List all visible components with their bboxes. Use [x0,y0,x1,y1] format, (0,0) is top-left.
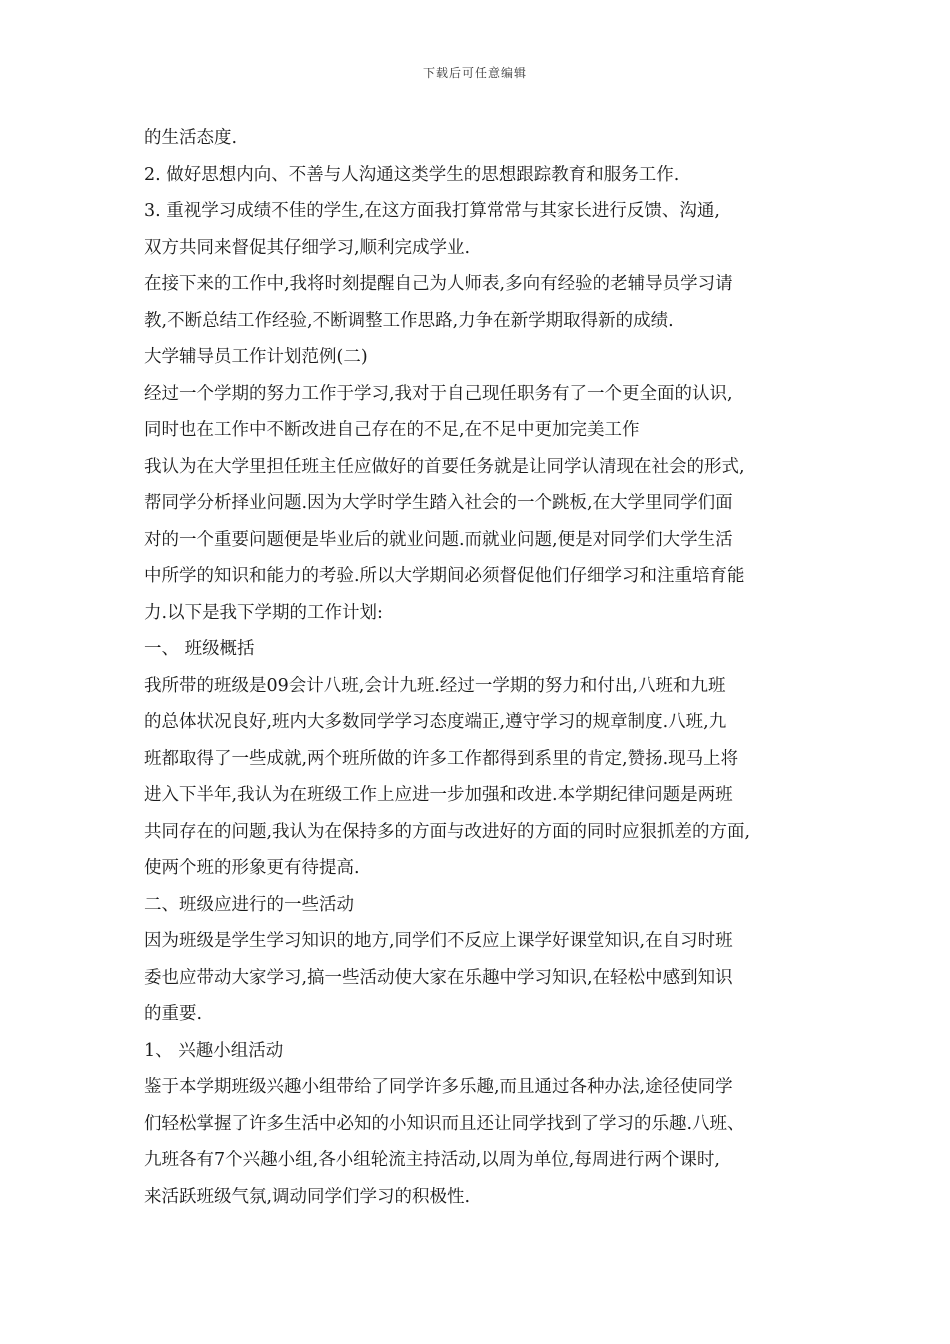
text-line: 九班各有7个兴趣小组,各小组轮流主持活动,以周为单位,每周进行两个课时, [144,1150,720,1170]
text-line: 教,不断总结工作经验,不断调整工作思路,力争在新学期取得新的成绩. [144,310,674,331]
text-line: 中所学的知识和能力的考验.所以大学期间必须督促他们仔细学习和注重培育能 [144,566,745,586]
section-heading: 一、 班级概括 [144,639,255,659]
text-line: 使两个班的形象更有待提高. [144,858,360,878]
text-line: 班都取得了一些成就,两个班所做的许多工作都得到系里的肯定,赞扬.现马上将 [144,748,739,769]
text-line: 经过一个学期的努力工作于学习,我对于自己现任职务有了一个更全面的认识, [144,383,733,404]
text-line: 来活跃班级气氛,调动同学们学习的积极性. [144,1186,471,1207]
text-line: 的总体状况良好,班内大多数同学学习态度端正,遵守学习的规章制度.八班,九 [144,712,727,732]
text-line: 共同存在的问题,我认为在保持多的方面与改进好的方面的同时应狠抓差的方面, [144,821,751,842]
text-line: 同时也在工作中不断改进自己存在的不足,在不足中更加完美工作 [144,420,640,440]
text-line: 的生活态度. [144,128,238,148]
document-body [144,120,824,1215]
page-header: 下载后可任意编辑 [422,66,527,80]
text-line: 在接下来的工作中,我将时刻提醒自己为人师表,多向有经验的老辅导员学习请 [144,274,733,294]
text-line: 我认为在大学里担任班主任应做好的首要任务就是让同学认清现在社会的形式, [144,456,745,477]
subsection-heading: 1、 兴趣小组活动 [144,1040,284,1061]
text-line: 因为班级是学生学习知识的地方,同学们不反应上课学好课堂知识,在自习时班 [144,931,733,951]
text-line: 我所带的班级是09会计八班,会计九班.经过一学期的努力和付出,八班和九班 [144,675,726,696]
text-line: 的重要. [144,1004,203,1024]
section-heading: 二、班级应进行的一些活动 [144,894,354,915]
text-line: 进入下半年,我认为在班级工作上应进一步加强和改进.本学期纪律问题是两班 [144,785,733,805]
text-line: 双方共同来督促其仔细学习,顺利完成学业. [144,237,471,258]
text-line: 力.以下是我下学期的工作计划: [144,602,383,623]
text-line: 委也应带动大家学习,搞一些活动使大家在乐趣中学习知识,在轻松中感到知识 [144,967,733,988]
text-line: 帮同学分析择业问题.因为大学时学生踏入社会的一个跳板,在大学里同学们面 [144,493,733,513]
text-line: 对的一个重要问题便是毕业后的就业问题.而就业问题,便是对同学们大学生活 [144,529,733,550]
text-line: 2. 做好思想内向、不善与人沟通这类学生的思想跟踪教育和服务工作. [144,164,680,185]
text-line: 3. 重视学习成绩不佳的学生,在这方面我打算常常与其家长进行反馈、沟通, [144,201,720,221]
text-line: 鉴于本学期班级兴趣小组带给了同学许多乐趣,而且通过各种办法,途径使同学 [144,1077,733,1097]
section-title: 大学辅导员工作计划范例(二) [144,347,368,367]
text-line: 们轻松掌握了许多生活中必知的小知识而且还让同学找到了学习的乐趣.八班、 [144,1113,745,1134]
